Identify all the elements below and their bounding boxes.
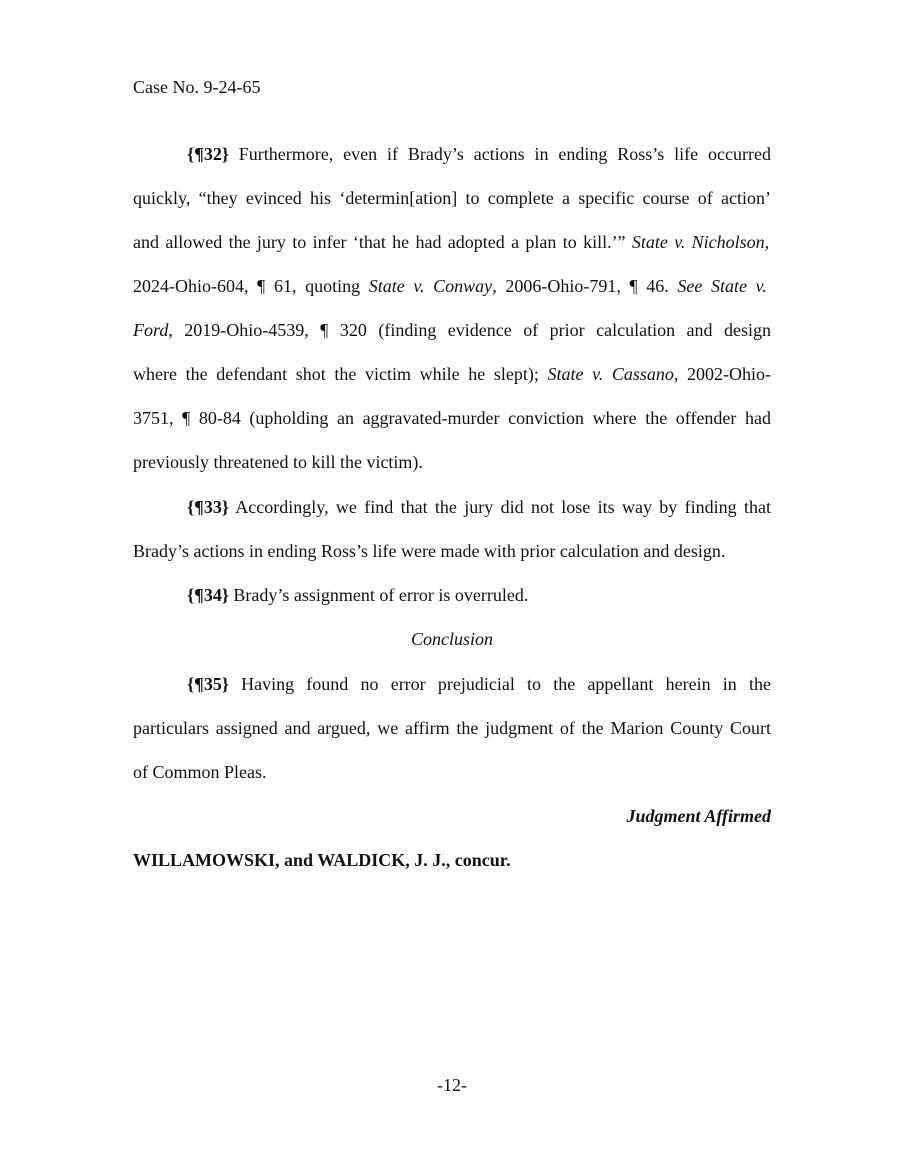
text-run: Furthermore, even if Brady’s actions in ending Ross’s life occurred [228, 144, 771, 164]
case-citation: State v. Cassano [547, 364, 674, 384]
text-run: quickly, “they evinced his ‘determin[ation] to complete a specific course of action’ [133, 188, 771, 208]
paragraph-marker: {¶34} [187, 585, 229, 605]
p32-line [133, 451, 771, 473]
page-number: -12- [437, 1075, 467, 1095]
p32-line [133, 231, 771, 253]
text-run: particulars assigned and argued, we affirm the judgment of the Marion County Court [133, 718, 771, 738]
p32-line [133, 275, 771, 297]
p32-line [133, 363, 771, 385]
text-run: Having found no error prejudicial to the appellant herein in the [228, 674, 771, 694]
case-citation: Ford [133, 320, 169, 340]
p35-line [133, 717, 771, 739]
text-run: , 2019-Ohio-4539, ¶ 320 (finding evidence of prior calculation and design [168, 320, 771, 340]
text-run: 3751, ¶ 80-84 (upholding an aggravated-murder conviction where the offender had [133, 408, 771, 428]
paragraph-marker: {¶33} [187, 497, 229, 517]
text-run: , [764, 232, 770, 252]
p32-line [133, 187, 771, 209]
p34-line [187, 584, 771, 606]
text-run: Brady’s actions in ending Ross’s life were made with prior calculation and design. [133, 541, 726, 561]
text-run: and allowed the jury to infer ‘that he had adopted a plan to kill.’” [133, 232, 632, 252]
case-citation: State v. Conway [368, 276, 493, 296]
paragraph-marker: {¶32} [187, 144, 229, 164]
case-citation: See State v. [677, 276, 767, 296]
paragraph-marker: {¶35} [187, 674, 229, 694]
p35-line [187, 673, 771, 695]
case-number-header: Case No. 9-24-65 [133, 77, 261, 97]
text-run: previously threatened to kill the victim). [133, 452, 423, 472]
p33-line [187, 496, 771, 518]
text-run: where the defendant shot the victim while he slept); [133, 364, 548, 384]
text-run: 2024-Ohio-604, ¶ 61, quoting [133, 276, 369, 296]
text-run: , 2002-Ohio- [673, 364, 771, 384]
judgment-line: Judgment Affirmed [626, 806, 771, 826]
p32-line [133, 407, 771, 429]
text-run: , 2006-Ohio-791, ¶ 46. [492, 276, 678, 296]
p35-line [133, 761, 771, 783]
concurrence-line: WILLAMOWSKI, and WALDICK, J. J., concur. [133, 850, 511, 870]
p32-line [187, 143, 771, 165]
p32-line [133, 319, 771, 341]
p33-line [133, 540, 771, 562]
text-run: Brady’s assignment of error is overruled. [228, 585, 529, 605]
case-citation: State v. Nicholson [631, 232, 765, 252]
section-heading-conclusion: Conclusion [410, 629, 493, 649]
text-run: of Common Pleas. [133, 762, 267, 782]
text-run: Accordingly, we find that the jury did not lose its way by finding that [228, 497, 771, 517]
